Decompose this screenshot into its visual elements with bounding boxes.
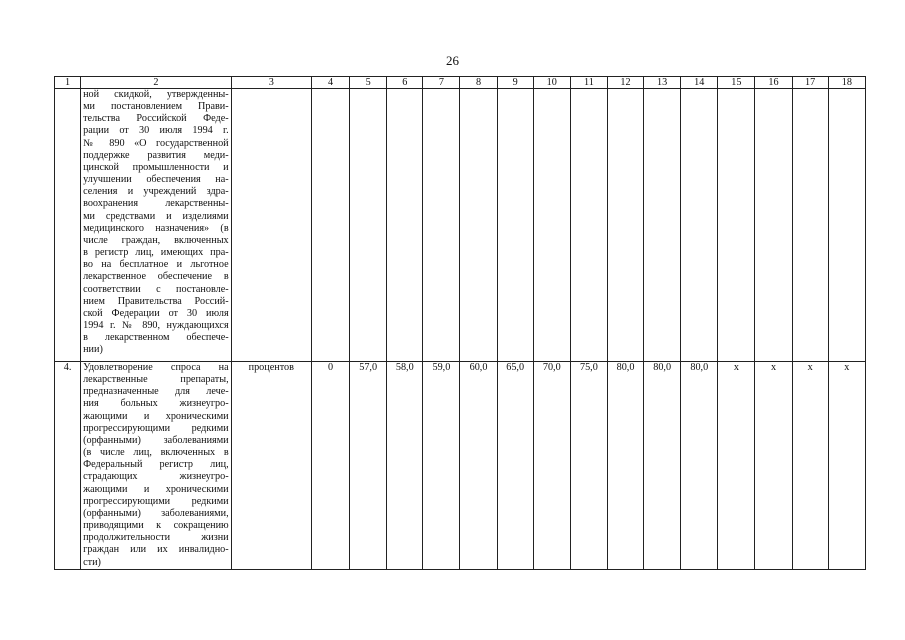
page-number: 26 xyxy=(446,53,459,68)
description-line: рации от 30 июля 1994 г. xyxy=(83,125,229,137)
column-header-13: 13 xyxy=(644,77,681,89)
value-cell-col-4: 0 xyxy=(311,362,349,570)
value-cell-col-16: х xyxy=(755,362,792,570)
value-cell-col-10: 70,0 xyxy=(533,362,570,570)
value-cell-col-5: 57,0 xyxy=(350,362,387,570)
description-line: (орфанными) заболеваниями, xyxy=(83,507,229,519)
value-cell-col-7 xyxy=(423,89,460,362)
column-header-12: 12 xyxy=(607,77,643,89)
column-header-18: 18 xyxy=(828,77,865,89)
description-line: медицинского назначения» (в xyxy=(83,222,229,234)
description-line: ной скидкой, утвержденны- xyxy=(83,89,229,100)
table-row xyxy=(55,89,866,362)
table-row xyxy=(55,362,866,570)
value-cell-col-15: х xyxy=(718,362,755,570)
column-header-4: 4 xyxy=(311,77,349,89)
description-line: в регистр лиц, имеющих пра- xyxy=(83,247,229,259)
value-cell-col-9 xyxy=(497,89,533,362)
description-line: (в числе лиц, включенных в xyxy=(83,447,229,459)
description-line: во на бесплатное и льготное xyxy=(83,259,229,271)
column-header-17: 17 xyxy=(792,77,828,89)
row-number: 4. xyxy=(55,362,81,570)
column-header-15: 15 xyxy=(718,77,755,89)
column-header-1: 1 xyxy=(55,77,81,89)
description-line: Федеральный регистр лиц, xyxy=(83,459,229,471)
description-line: Удовлетворение спроса на xyxy=(83,362,229,373)
value-cell-col-18 xyxy=(828,89,865,362)
description-line: (орфанными) заболеваниями xyxy=(83,434,229,446)
description-line: цинской промышленности и xyxy=(83,161,229,173)
description-line: тельства Российской Феде- xyxy=(83,113,229,125)
value-cell-col-18: х xyxy=(828,362,865,570)
unit-of-measure: процентов xyxy=(231,362,311,570)
header-row xyxy=(55,77,866,89)
description-line: 1994 г. № 890, нуждающихся xyxy=(83,319,229,331)
value-cell-col-17: х xyxy=(792,362,828,570)
description-line: нием Правительства Россий- xyxy=(83,295,229,307)
description-line: лекарственное обеспечение в xyxy=(83,271,229,283)
description-line: лекарственные препараты, xyxy=(83,374,229,386)
description-line: страдающих жизнеугро- xyxy=(83,471,229,483)
column-header-2: 2 xyxy=(81,77,232,89)
description-line: селения и учреждений здра- xyxy=(83,186,229,198)
description-line: ми постановлением Прави- xyxy=(83,101,229,113)
description-line: продолжительности жизни xyxy=(83,532,229,544)
description-line: сти) xyxy=(83,556,101,568)
indicator-description xyxy=(81,362,232,570)
description-line: граждан или их инвалидно- xyxy=(83,544,229,556)
description-line: воохранения лекарственны- xyxy=(83,198,229,210)
description-line: ми средствами и изделиями xyxy=(83,210,229,222)
value-cell-col-9: 65,0 xyxy=(497,362,533,570)
indicator-description xyxy=(81,89,232,362)
description-line: приводящими к сокращению xyxy=(83,520,229,532)
value-cell-col-4 xyxy=(311,89,349,362)
value-cell-col-10 xyxy=(533,89,570,362)
description-line: в лекарственном обеспече- xyxy=(83,332,229,344)
description-line: числе граждан, включенных xyxy=(83,234,229,246)
column-header-3: 3 xyxy=(231,77,311,89)
value-cell-col-13: 80,0 xyxy=(644,362,681,570)
description-line: поддержке развития меди- xyxy=(83,149,229,161)
column-header-8: 8 xyxy=(460,77,497,89)
column-header-5: 5 xyxy=(350,77,387,89)
column-header-14: 14 xyxy=(681,77,718,89)
description-line: ния больных жизнеугро- xyxy=(83,398,229,410)
value-cell-col-12 xyxy=(607,89,643,362)
value-cell-col-11: 75,0 xyxy=(570,362,607,570)
description-line: № 890 «О государственной xyxy=(83,137,229,149)
column-header-7: 7 xyxy=(423,77,460,89)
value-cell-col-8: 60,0 xyxy=(460,362,497,570)
value-cell-col-11 xyxy=(570,89,607,362)
value-cell-col-7: 59,0 xyxy=(423,362,460,570)
description-line: нии) xyxy=(83,344,103,356)
value-cell-col-13 xyxy=(644,89,681,362)
description-line: соответствии с постановле- xyxy=(83,283,229,295)
value-cell-col-8 xyxy=(460,89,497,362)
description-line: улучшении обеспечения на- xyxy=(83,174,229,186)
value-cell-col-14 xyxy=(681,89,718,362)
value-cell-col-16 xyxy=(755,89,792,362)
description-line: жающими и хроническими xyxy=(83,410,229,422)
unit-of-measure xyxy=(231,89,311,362)
value-cell-col-12: 80,0 xyxy=(607,362,643,570)
row-number xyxy=(55,89,81,362)
value-cell-col-15 xyxy=(718,89,755,362)
value-cell-col-14: 80,0 xyxy=(681,362,718,570)
column-header-6: 6 xyxy=(387,77,423,89)
value-cell-col-17 xyxy=(792,89,828,362)
column-header-11: 11 xyxy=(570,77,607,89)
column-header-9: 9 xyxy=(497,77,533,89)
value-cell-col-6: 58,0 xyxy=(387,362,423,570)
column-header-16: 16 xyxy=(755,77,792,89)
table-body xyxy=(55,89,866,570)
value-cell-col-6 xyxy=(387,89,423,362)
description-line: прогрессирующими редкими xyxy=(83,422,229,434)
value-cell-col-5 xyxy=(350,89,387,362)
description-line: жающими и хроническими xyxy=(83,483,229,495)
description-line: прогрессирующими редкими xyxy=(83,495,229,507)
table-header xyxy=(55,77,866,89)
description-line: предназначенные для лече- xyxy=(83,386,229,398)
description-line: ской Федерации от 30 июля xyxy=(83,307,229,319)
indicator-table xyxy=(54,76,866,570)
column-header-10: 10 xyxy=(533,77,570,89)
